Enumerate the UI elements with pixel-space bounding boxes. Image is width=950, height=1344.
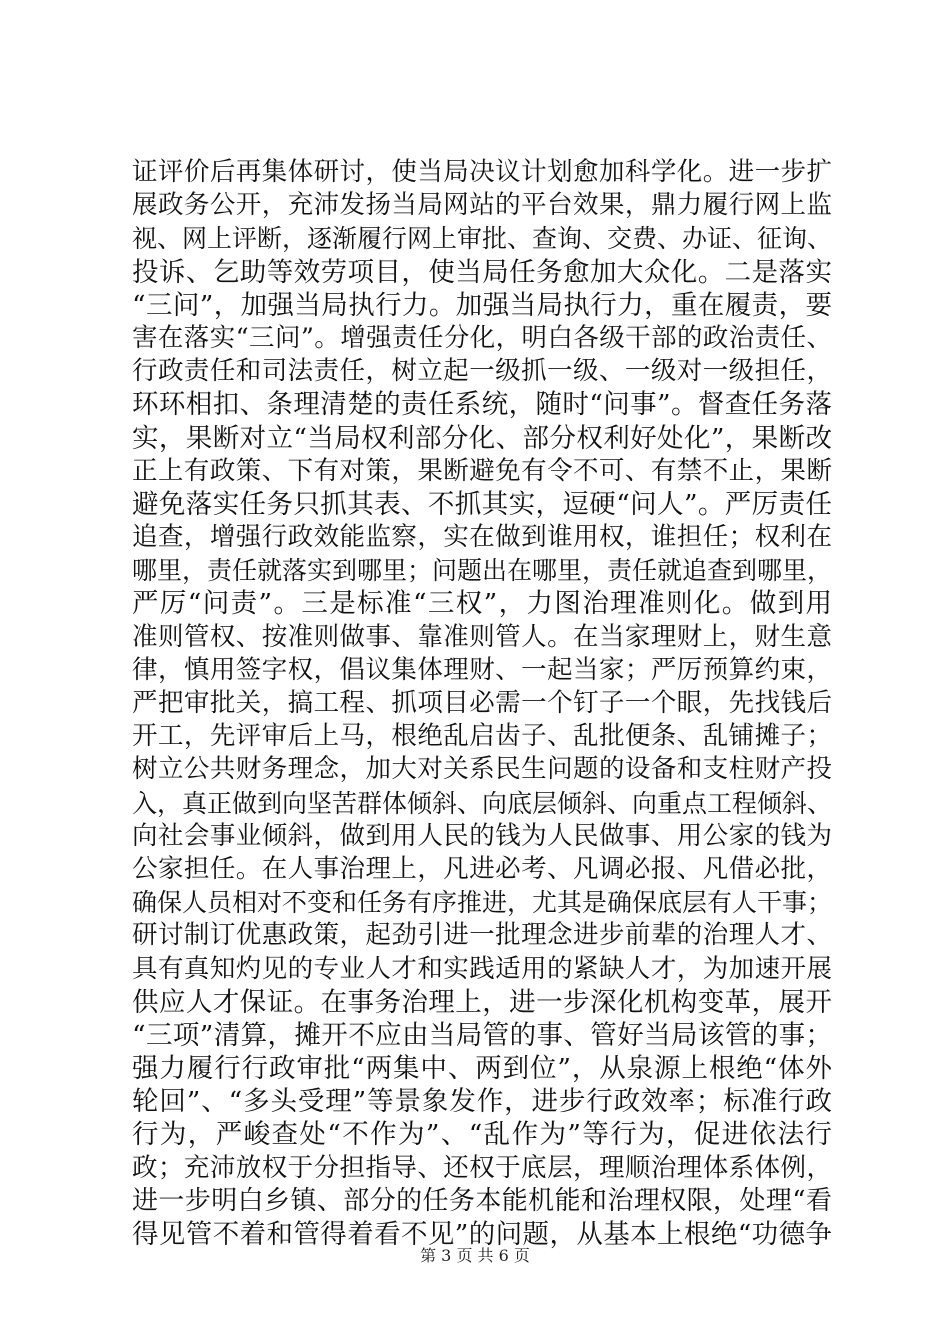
text-line: 严厉“问责”。三是标准“三权”，力图治理准则化。做到用 bbox=[132, 588, 832, 620]
text-line: 正上有政策、下有对策，果断避免有令不可、有禁不止，果断 bbox=[132, 455, 832, 486]
text-line: 进一步明白乡镇、部分的任务本能机能和治理权限，处理“看 bbox=[132, 1185, 832, 1216]
text-line: 环环相扣、条理清楚的责任系统，随时“问事”。督查任务落 bbox=[132, 389, 832, 421]
text-line: 行为，严峻查处“不作为”、“乱作为”等行为，促进依法行 bbox=[132, 1119, 832, 1151]
text-line: 投诉、乞助等效劳项目，使当局任务愈加大众化。二是落实 bbox=[132, 256, 832, 288]
text-line: 律，慎用签字权，倡议集体理财、一起当家；严厉预算约束， bbox=[132, 654, 832, 685]
text-line: 证评价后再集体研讨，使当局决议计划愈加科学化。进一步扩 bbox=[132, 157, 832, 187]
text-line: 行政责任和司法责任，树立起一级抓一级、一级对一级担任， bbox=[132, 356, 832, 387]
text-line: 向社会事业倾斜，做到用人民的钱为人民做事、用公家的钱为 bbox=[132, 820, 832, 851]
text-line: 害在落实“三问”。增强责任分化，明白各级干部的政治责任、 bbox=[132, 322, 832, 353]
text-line: 确保人员相对不变和任务有序推进，尤其是确保底层有人干事； bbox=[132, 888, 833, 918]
text-line: 哪里，责任就落实到哪里；问题出在哪里，责任就追查到哪里， bbox=[132, 556, 833, 586]
text-line: 展政务公开，充沛发扬当局网站的平台效果，鼎力履行网上监 bbox=[132, 190, 832, 221]
text-line: “三问”，加强当局执行力。加强当局执行力，重在履责，要 bbox=[132, 289, 832, 321]
text-line: 视、网上评断，逐渐履行网上审批、查询、交费、办证、征询、 bbox=[132, 224, 833, 254]
text-line: “三项”清算，摊开不应由当局管的事、管好当局该管的事； bbox=[132, 1019, 832, 1051]
page-number-footer: 第 3 页 共 6 页 bbox=[420, 1246, 530, 1265]
text-line: 入，真正做到向坚苦群体倾斜、向底层倾斜、向重点工程倾斜、 bbox=[132, 788, 833, 818]
text-line: 政；充沛放权于分担指导、还权于底层，理顺治理体系体例， bbox=[132, 1152, 832, 1183]
text-line: 准则管权、按准则做事、靠准则管人。在当家理财上，财生意 bbox=[132, 621, 832, 652]
text-line: 树立公共财务理念，加大对关系民生问题的设备和支柱财产投 bbox=[132, 754, 832, 785]
text-line: 开工，先评审后上马，根绝乱启齿子、乱批便条、乱铺摊子； bbox=[132, 721, 832, 752]
text-line: 避免落实任务只抓其表、不抓其实，逗硬“问人”。严厉责任 bbox=[132, 488, 832, 520]
text-line: 供应人才保证。在事务治理上，进一步深化机构变革，展开 bbox=[132, 986, 832, 1018]
text-line: 强力履行行政审批“两集中、两到位”，从泉源上根绝“体外 bbox=[132, 1053, 832, 1085]
text-line: 追查，增强行政效能监察，实在做到谁用权，谁担任；权利在 bbox=[132, 522, 832, 553]
text-line: 严把审批关，搞工程、抓项目必需一个钉子一个眼，先找钱后 bbox=[132, 688, 832, 718]
text-line: 得见管不着和管得着看不见”的问题，从基本上根绝“功德争 bbox=[132, 1219, 832, 1250]
body-text bbox=[132, 156, 832, 1251]
text-line: 实，果断对立“当局权利部分化、部分权利好处化”，果断改 bbox=[132, 422, 832, 454]
text-line: 研讨制订优惠政策，起劲引进一批理念进步前辈的治理人才、 bbox=[132, 920, 832, 951]
text-line: 公家担任。在人事治理上，凡进必考、凡调必报、凡借必批， bbox=[132, 853, 832, 884]
text-line: 轮回”、“多头受理”等景象发作，进步行政效率；标准行政 bbox=[132, 1086, 832, 1118]
text-line: 具有真知灼见的专业人才和实践适用的紧缺人才，为加速开展 bbox=[132, 953, 832, 984]
